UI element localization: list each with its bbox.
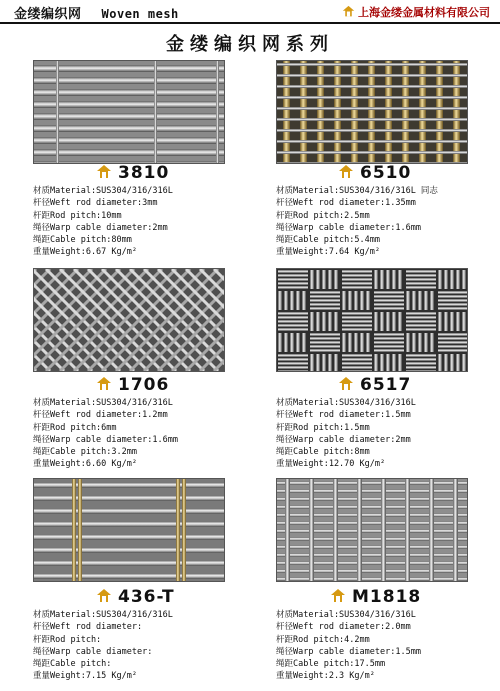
spec-list (33, 609, 173, 683)
company-name-block (342, 4, 490, 20)
mesh-photo-3810 (33, 60, 225, 164)
spec-weft-rod: 杆径Weft rod diameter:1.5mm (276, 410, 411, 421)
spec-warp-cable: 绳径Warp cable diameter:1.6mm (276, 222, 421, 233)
spec-material: 材质Material:SUS304/316/316L 同志 (276, 186, 438, 196)
spec-weft-rod: 杆径Weft rod diameter:1.35mm (276, 198, 416, 209)
spec-warp-cable: 绳径Warp cable diameter:2mm (276, 434, 411, 445)
spec-cable-pitch: 绳距Cable pitch: (33, 659, 112, 670)
spec-weight: 重量Weight:6.67 Kg/m² (33, 247, 137, 258)
spec-material: 材质Material:SUS304/316/316L (33, 186, 173, 196)
spec-cable-pitch: 绳距Cable pitch:17.5mm (276, 659, 386, 670)
spec-material: 材质Material:SUS304/316/316L (276, 610, 416, 620)
spec-weight: 重量Weight:6.60 Kg/m² (33, 459, 137, 470)
spec-list (276, 185, 438, 259)
header-en-title: Woven mesh (101, 7, 179, 21)
spec-material: 材质Material:SUS304/316/316L (33, 610, 173, 620)
spec-warp-cable: 绳径Warp cable diameter:2mm (33, 222, 168, 233)
spec-list (33, 185, 173, 259)
model-title (338, 163, 411, 183)
model-number: 436-T (118, 587, 175, 607)
mesh-photo-m1818 (276, 478, 468, 582)
model-title (96, 163, 169, 183)
spec-list (33, 397, 178, 471)
spec-weft-rod: 杆径Weft rod diameter:3mm (33, 198, 158, 209)
company-logo-icon (96, 376, 112, 392)
mesh-photo-436-t (33, 478, 225, 582)
header-bar (0, 0, 500, 24)
model-title (96, 375, 169, 395)
company-logo-icon (96, 588, 112, 604)
model-number: 6510 (360, 163, 412, 183)
model-title (338, 375, 411, 395)
spec-warp-cable: 绳径Warp cable diameter:1.6mm (33, 434, 178, 445)
header-cn-title: 金缕编织网 (14, 7, 82, 22)
model-title (96, 587, 175, 607)
company-logo-icon (330, 588, 346, 604)
model-number: 6517 (360, 375, 412, 395)
company-logo-icon (338, 164, 354, 180)
company-logo-icon (342, 5, 355, 18)
spec-warp-cable: 绳径Warp cable diameter: (33, 646, 153, 657)
spec-warp-cable: 绳径Warp cable diameter:1.5mm (276, 646, 421, 657)
model-number: 1706 (118, 375, 170, 395)
spec-cable-pitch: 绳距Cable pitch:80mm (33, 235, 132, 246)
spec-list (276, 609, 421, 683)
model-title (330, 587, 421, 607)
model-number: 3810 (118, 163, 170, 183)
spec-weft-rod: 杆径Weft rod diameter: (33, 622, 143, 633)
spec-rod-pitch: 杆距Rod pitch:1.5mm (276, 422, 370, 433)
spec-cable-pitch: 绳距Cable pitch:3.2mm (33, 447, 137, 458)
header-left (14, 3, 179, 22)
spec-cable-pitch: 绳距Cable pitch:8mm (276, 447, 370, 458)
spec-list (276, 397, 416, 471)
spec-weight: 重量Weight:2.3 Kg/m² (276, 671, 375, 682)
spec-weft-rod: 杆径Weft rod diameter:2.0mm (276, 622, 411, 633)
spec-cable-pitch: 绳距Cable pitch:5.4mm (276, 235, 380, 246)
spec-rod-pitch: 杆距Rod pitch:10mm (33, 210, 122, 221)
page-title: 金缕编织网系列 (166, 34, 334, 55)
company-logo-icon (338, 376, 354, 392)
company-name: 上海金缕金属材料有限公司 (358, 6, 490, 19)
mesh-photo-1706 (33, 268, 225, 372)
mesh-photo-6510 (276, 60, 468, 164)
spec-material: 材质Material:SUS304/316/316L (276, 398, 416, 408)
spec-rod-pitch: 杆距Rod pitch:4.2mm (276, 634, 370, 645)
spec-material: 材质Material:SUS304/316/316L (33, 398, 173, 408)
spec-rod-pitch: 杆距Rod pitch:6mm (33, 422, 117, 433)
model-number: M1818 (352, 587, 422, 607)
spec-rod-pitch: 杆距Rod pitch:2.5mm (276, 210, 370, 221)
spec-weft-rod: 杆径Weft rod diameter:1.2mm (33, 410, 168, 421)
spec-rod-pitch: 杆距Rod pitch: (33, 634, 102, 645)
spec-weight: 重量Weight:7.64 Kg/m² (276, 247, 380, 258)
spec-weight: 重量Weight:7.15 Kg/m² (33, 671, 137, 682)
company-logo-icon (96, 164, 112, 180)
mesh-photo-6517 (276, 268, 468, 372)
spec-weight: 重量Weight:12.70 Kg/m² (276, 459, 386, 470)
